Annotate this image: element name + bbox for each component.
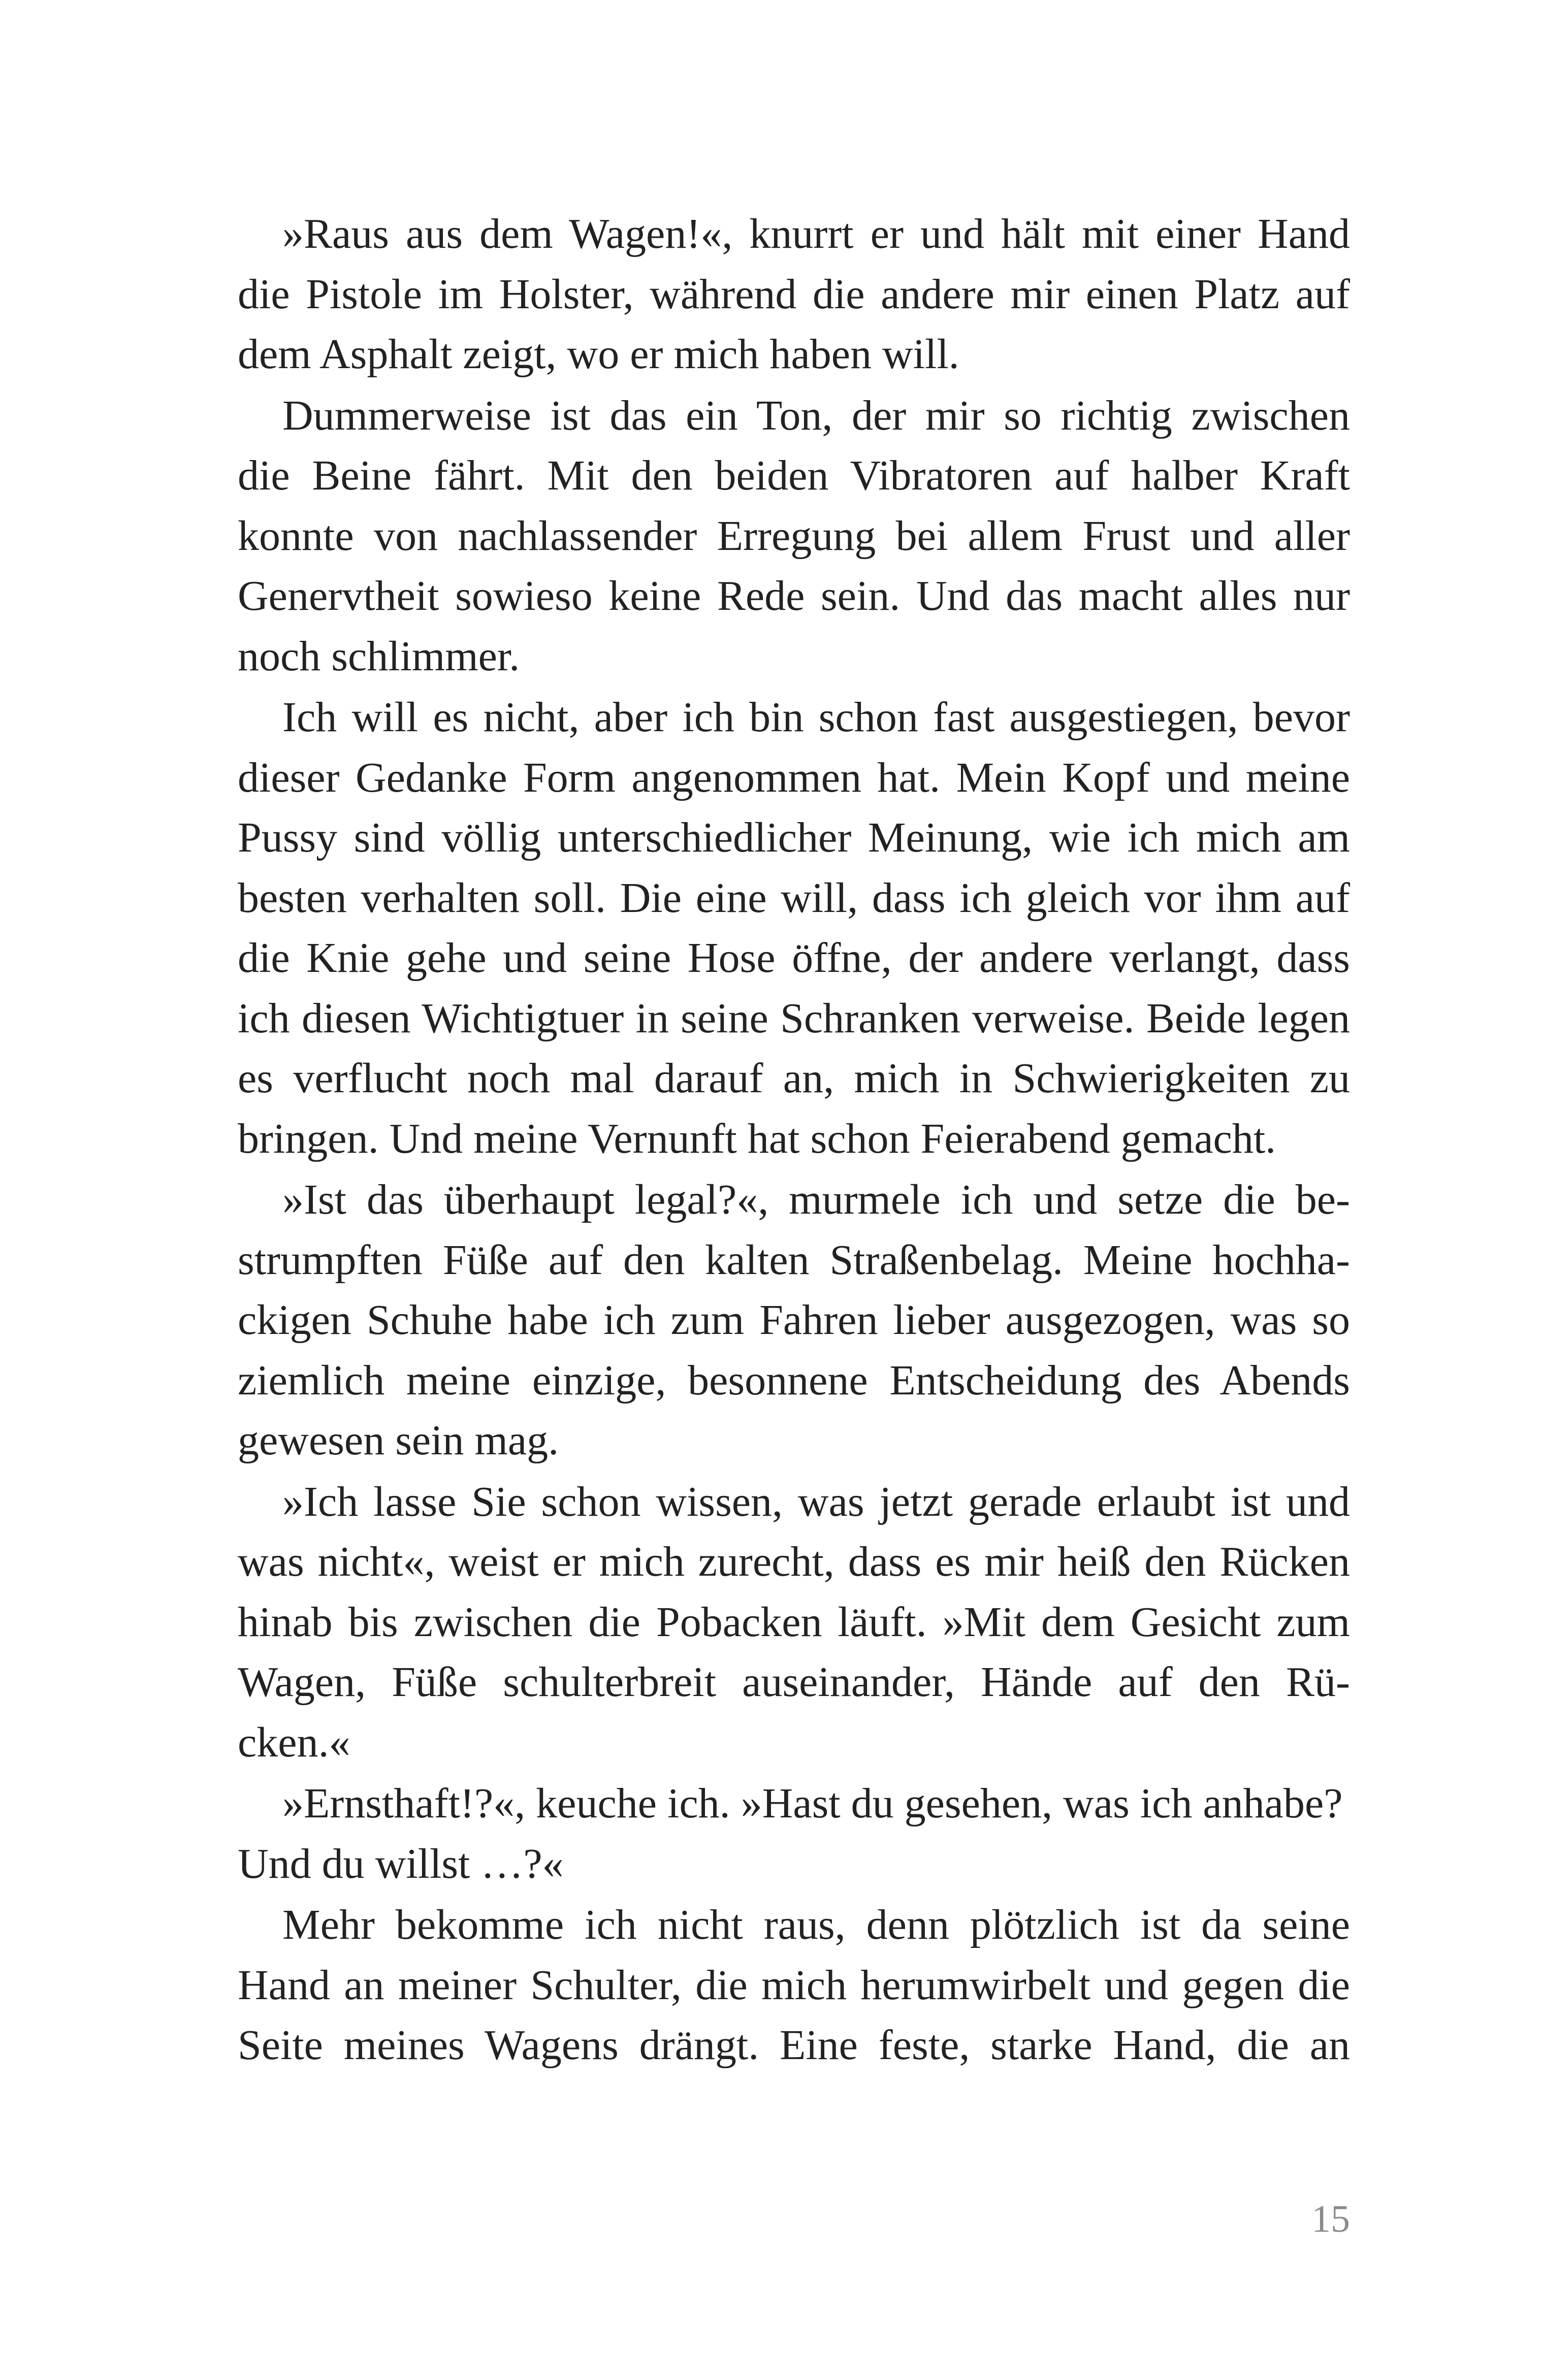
paragraph [238, 1774, 1350, 1894]
text-line: Hand an meiner Schulter, die mich herumwirbelt und gegen die [238, 1961, 1350, 2009]
text-line: Dummerweise ist das ein Ton, der mir so richtig zwischen [282, 392, 1350, 439]
text-line: hinab bis zwischen die Pobacken läuft. »Mit dem Gesicht zum [238, 1598, 1350, 1646]
text-line: es verflucht noch mal darauf an, mich in Schwierigkeiten zu [238, 1055, 1350, 1102]
text-line: besten verhalten soll. Die eine will, dass ich gleich vor ihm auf [238, 874, 1350, 922]
text-line: die Knie gehe und seine Hose öffne, der andere verlangt, dass [238, 934, 1350, 982]
text-line: dem Asphalt zeigt, wo er mich haben will. [238, 331, 959, 378]
paragraph [238, 1895, 1350, 2076]
body-text [238, 204, 1350, 2077]
text-line: Ich will es nicht, aber ich bin schon fast ausgestiegen, bevor [282, 694, 1350, 741]
text-line: Wagen, Füße schulterbreit auseinander, Hände auf den Rü- [238, 1658, 1350, 1706]
text-line: ziemlich meine einzige, besonnene Entscheidung des Abends [238, 1356, 1350, 1404]
text-line: gewesen sein mag. [238, 1417, 559, 1464]
text-line: Und du willst …?« [238, 1840, 564, 1887]
text-line: ich diesen Wichtigtuer in seine Schranken verweise. Beide legen [238, 994, 1350, 1042]
paragraph [238, 688, 1350, 1169]
text-line: bringen. Und meine Vernunft hat schon Feierabend gemacht. [238, 1115, 1276, 1162]
paragraph [238, 1170, 1350, 1471]
text-line: »Ich lasse Sie schon wissen, was jetzt gerade erlaubt ist und [282, 1478, 1350, 1525]
text-line: »Raus aus dem Wagen!«, knurrt er und hält mit einer Hand [282, 210, 1350, 257]
text-line: die Beine fährt. Mit den beiden Vibratoren auf halber Kraft [238, 452, 1350, 499]
text-line: noch schlimmer. [238, 632, 520, 680]
text-line: strumpften Füße auf den kalten Straßenbelag. Meine hochha- [238, 1236, 1350, 1284]
text-line: »Ist das überhaupt legal?«, murmele ich und setze die be- [282, 1176, 1350, 1223]
page-number: 15 [1311, 2198, 1350, 2240]
text-line: Genervtheit sowieso keine Rede sein. Und das macht alles nur [238, 572, 1350, 620]
text-line: »Ernsthaft!?«, keuche ich. »Hast du gesehen, was ich anhabe? [282, 1780, 1343, 1827]
text-line: Seite meines Wagens drängt. Eine feste, starke Hand, die an [238, 2022, 1350, 2069]
text-line: ckigen Schuhe habe ich zum Fahren lieber ausgezogen, was so [238, 1296, 1350, 1344]
text-line: die Pistole im Holster, während die andere mir einen Platz auf [238, 270, 1350, 318]
text-line: Mehr bekomme ich nicht raus, denn plötzlich ist da seine [282, 1901, 1350, 1948]
text-line: konnte von nachlassender Erregung bei allem Frust und aller [238, 512, 1350, 560]
text-line: dieser Gedanke Form angenommen hat. Mein Kopf und meine [238, 754, 1350, 801]
paragraph [238, 204, 1350, 385]
paragraph [238, 1472, 1350, 1773]
text-line: Pussy sind völlig unterschiedlicher Meinung, wie ich mich am [238, 814, 1350, 861]
text-line: was nicht«, weist er mich zurecht, dass es mir heiß den Rücken [238, 1538, 1350, 1585]
paragraph [238, 386, 1350, 687]
text-line: cken.« [238, 1718, 350, 1766]
